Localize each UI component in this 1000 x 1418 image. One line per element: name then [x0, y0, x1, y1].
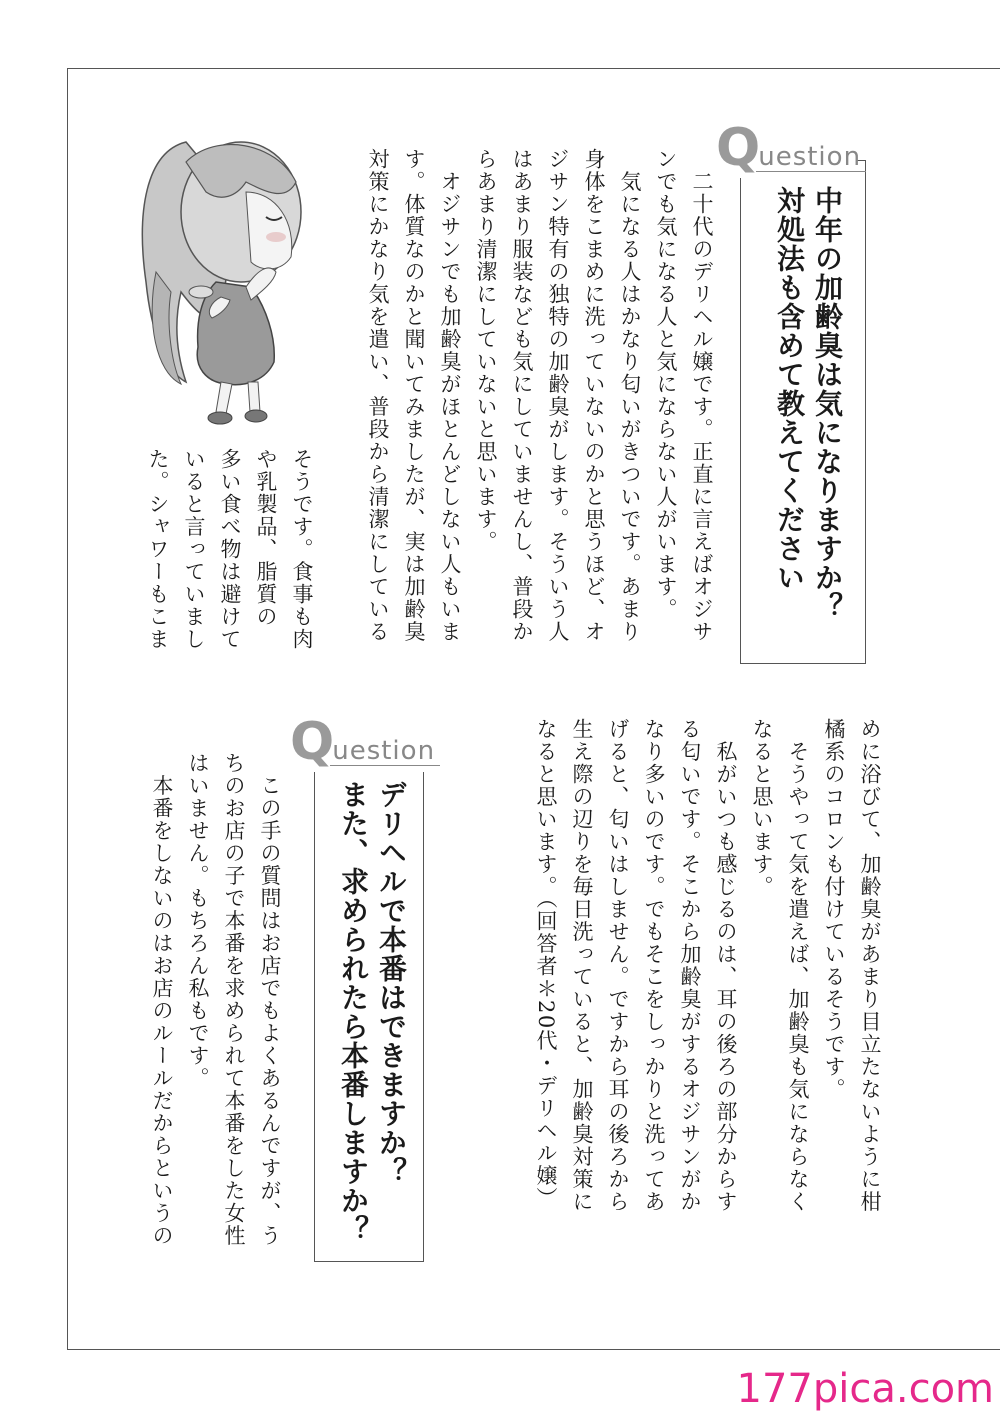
- question-2-answer: この手の質問はお店でもよくあるんですが、う ちのお店の子で本番を求められて本番をした女性 はいません。もちろん私もです。 本番をしないのはお店のルールだからというの: [150, 752, 282, 1247]
- question-1-title: 中年の加齢臭は気になりますか？ 対処法も含めて教えてください: [773, 186, 844, 621]
- question-1-label-rest: uestion: [758, 142, 862, 172]
- question-1-answer-upper: 二十代のデリヘル嬢です。正直に言えばオジサ ンでも気になる人と気にならない人がいます。 気になる人はかなり匂いがきついです。あまり 身体をこまめに洗っていないのかと思うほど、オ ジサン特有の独特の加齢臭がします。そういう人 はあまり服装なども気にしていませんし、普段か らあまり清潔にしていないと思います。 オジサンでも加齢臭がほとんどしない人もいま す。体質なのかと聞いてみましたが、実は加齢臭 対策にかなり気を遣い、普段から清潔にしている: [366, 148, 714, 643]
- question-1-answer-side: そうです。食事も肉 や乳製品、脂質の 多い食べ物は避けて いると言っていまし た。シャワーもこま: [146, 448, 314, 651]
- question-1-answer-lower: めに浴びて、加齢臭があまり目立たないように柑 橘系のコロンも付けているそうです。 そうやって気を遣えば、加齢臭も気にならなく なると思います。 私がいつも感じるのは、耳の後ろの部分からす る匂いです。そこから加齢臭がするオジサンがか なり多いのです。でもそこをしっかりと洗ってあ げると、匂いはしません。ですから耳の後ろから 生え際の辺りを毎日洗っていると、加齢臭対策に なると思います。（回答者＊20代・デリヘル嬢）: [534, 718, 882, 1213]
- question-2-label-rest: uestion: [332, 736, 436, 766]
- question-1-label: [716, 118, 862, 178]
- question-1-label-initial: Q: [716, 118, 759, 178]
- chibi-girl-illustration: [126, 122, 316, 440]
- watermark: 177pica.com: [736, 1366, 994, 1412]
- question-2-title: デリヘルで本番はできますか？ また、求められたら本番しますか？: [337, 780, 408, 1244]
- question-2-label-initial: Q: [290, 712, 333, 772]
- question-2-label: [290, 712, 436, 772]
